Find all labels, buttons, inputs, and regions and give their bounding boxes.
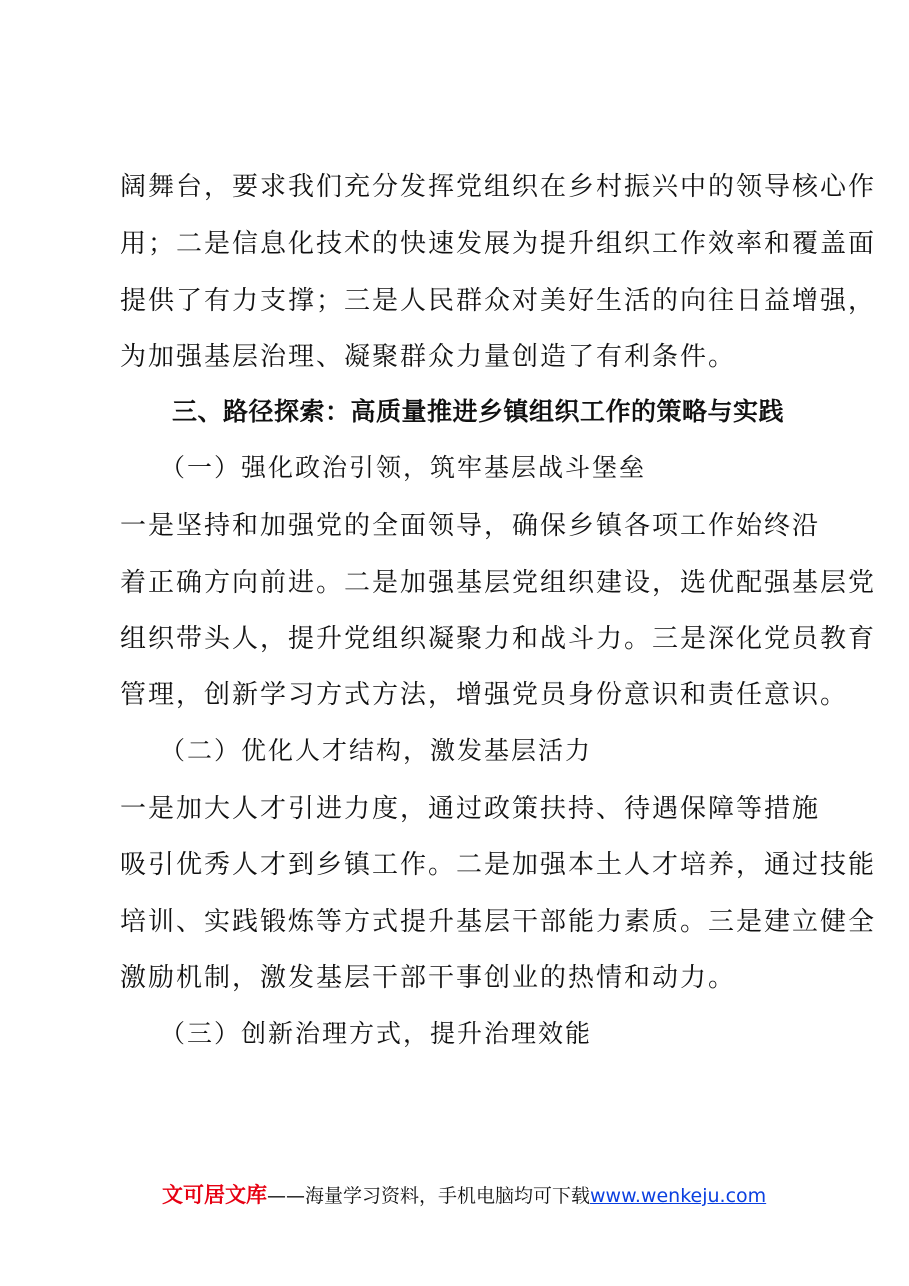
paragraph-line: 一是加大人才引进力度，通过政策扶持、待遇保障等措施 xyxy=(120,794,821,824)
footer-brand: 文可居文库 xyxy=(162,1183,267,1207)
paragraph-line: 着正确方向前进。二是加强基层党组织建设，选优配强基层党 xyxy=(120,568,877,598)
footer-site-link[interactable]: www.wenkeju.com xyxy=(590,1185,767,1207)
footer-banner xyxy=(162,1182,766,1209)
paragraph-line: 激励机制，激发基层干部干事创业的热情和动力。 xyxy=(120,963,737,993)
paragraph-line: 吸引优秀人才到乡镇工作。二是加强本土人才培养，通过技能 xyxy=(120,850,877,880)
paragraph-line: 培训、实践锻炼等方式提升基层干部能力素质。三是建立健全 xyxy=(120,907,877,937)
footer-slogan: ——海量学习资料，手机电脑均可下载 xyxy=(267,1185,591,1207)
subheading-three: （三）创新治理方式，提升治理效能 xyxy=(160,1019,593,1048)
subheading-one: （一）强化政治引领，筑牢基层战斗堡垒 xyxy=(160,453,647,482)
paragraph-line: 管理，创新学习方式方法，增强党员身份意识和责任意识。 xyxy=(120,680,849,710)
paragraph-line: 提供了有力支撑；三是人民群众对美好生活的向往日益增强， xyxy=(120,286,877,316)
paragraph-line: 一是坚持和加强党的全面领导，确保乡镇各项工作始终沿 xyxy=(120,511,821,541)
paragraph-line: 用；二是信息化技术的快速发展为提升组织工作效率和覆盖面 xyxy=(120,229,877,259)
section-heading: 三、路径探索：高质量推进乡镇组织工作的策略与实践 xyxy=(172,397,785,426)
paragraph-line: 阔舞台，要求我们充分发挥党组织在乡村振兴中的领导核心作 xyxy=(120,172,877,202)
subheading-two: （二）优化人才结构，激发基层活力 xyxy=(160,736,593,765)
paragraph-line: 组织带头人，提升党组织凝聚力和战斗力。三是深化党员教育 xyxy=(120,624,877,654)
paragraph-line: 为加强基层治理、凝聚群众力量创造了有利条件。 xyxy=(120,342,737,372)
